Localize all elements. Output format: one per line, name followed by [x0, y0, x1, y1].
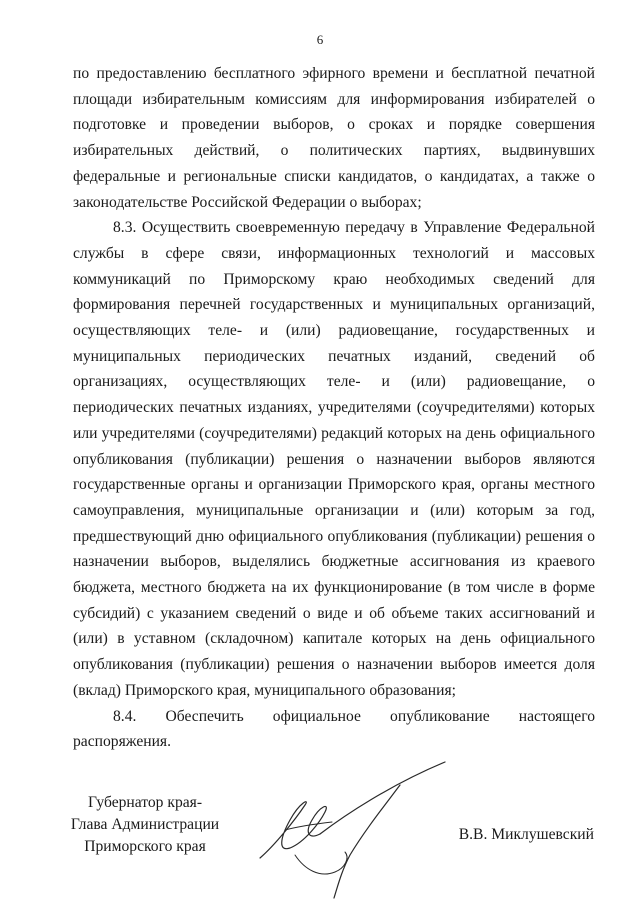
- paragraph-continuation: по предоставлению бесплатного эфирного времени и бесплатной печатной площади избирательным комиссиям для информирования избирателей о подготовке и проведении выборов, о сроках и порядке совершения избирательных действий, о политических партиях, выдвинувших федеральные и региональные списки кандидатов, о кандидатах, а также о законодательстве Российской Федерации о выборах;: [73, 65, 595, 211]
- page-number: 6: [316, 32, 324, 47]
- signatory-title-line1: Губернатор края-: [87, 794, 203, 811]
- paragraph-8-3: 8.3. Осуществить своевременную передачу в Управление Федеральной службы в сфере связи, информационных технологий и массовых коммуникаций по Приморскому краю необходимых сведений для формирования перечней государственных и муниципальных организаций, осуществляющих теле- и (или) радиовещание, государственных и муниципальных периодических печатных изданий, сведений об организациях, осуществляющих теле- и (или) радиовещание, о периодических печатных изданиях, учредителями (соучредителями) которых или учредителями (соучредителями) редакций которых на день официального опубликования (публикации) решения о назначении выборов являются государственные органы и организации Приморского края, органы местного самоуправления, муниципальные организации и (или) которым за год, предшествующий дню официального опубликования (публикации) решения о назначении выборов, выделялись бюджетные ассигнования из краевого бюджета, местного бюджета на их функционирование (в том числе в форме субсидий) с указанием сведений о виде и об объеме таких ассигнований и (или) в уставном (складочном) капитале которых на день официального опубликования (публикации) решения о назначении выборов имеется доля (вклад) Приморского края, муниципального образования;: [73, 219, 595, 699]
- paragraph-8-4: 8.4. Обеспечить официальное опубликование настоящего распоряжения.: [73, 707, 595, 751]
- document-body: [73, 61, 595, 755]
- signatory-title-line3: Приморского края: [84, 838, 206, 855]
- signatory-title: [60, 792, 230, 858]
- signatory-title-line2: Глава Администрации: [70, 816, 220, 833]
- handwritten-signature: [250, 760, 450, 900]
- signer-name: В.В. Миклушевский: [458, 826, 594, 843]
